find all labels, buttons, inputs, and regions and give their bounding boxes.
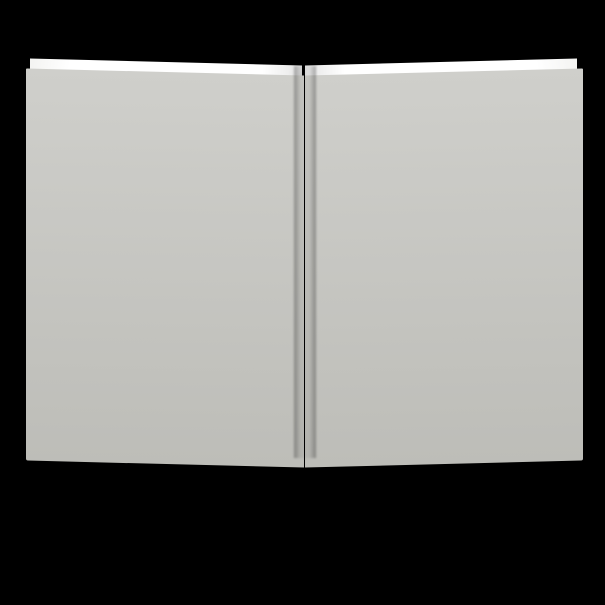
left-page-stack-edge (26, 68, 304, 467)
open-book (22, 62, 584, 462)
right-page-stack-edge (305, 68, 583, 467)
